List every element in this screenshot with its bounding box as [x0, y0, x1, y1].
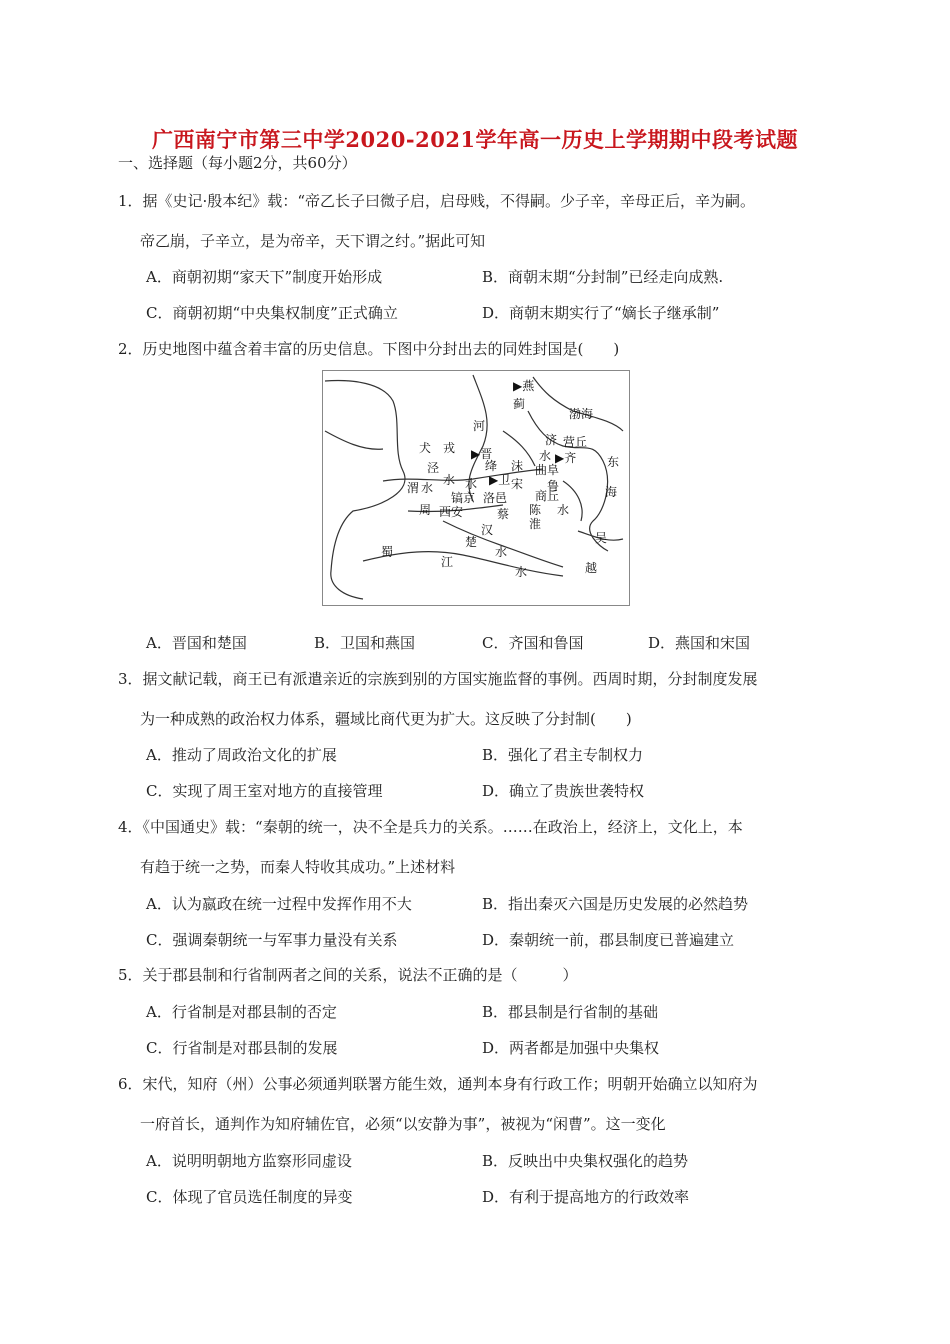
question-6-option-b: B．反映出中央集权强化的趋势 [482, 1152, 689, 1170]
map-label-luoyi: 洛邑 [483, 491, 508, 505]
question-2-option-c: C．齐国和鲁国 [482, 634, 584, 652]
map-label-wei: ▶卫 [489, 473, 511, 487]
map-label-qufu: 曲阜 [535, 463, 560, 477]
question-4-stem: 4．《中国通史》载：“秦朝的统一，决不全是兵力的关系。……在政治上，经济上，文化上，本 [118, 818, 743, 836]
question-4-option-b: B．指出秦灭六国是历史发展的必然趋势 [482, 895, 749, 913]
map-label-shui7: 水 [515, 565, 528, 579]
map-label-shangqiu: 商丘 [535, 489, 560, 503]
map-label-xian: 西安 [439, 505, 464, 519]
map-label-qi: ▶齐 [555, 451, 577, 465]
map-label-weishui: 渭 [407, 481, 420, 495]
question-1-stem-cont: 帝乙崩，子辛立，是为帝辛，天下谓之纣。”据此可知 [140, 232, 486, 250]
map-label-shui2: 水 [443, 473, 456, 487]
map-label-he: 河 [473, 419, 486, 433]
map-label-lu: 鲁 [547, 479, 560, 493]
question-6-option-c: C．体现了官员选任制度的异变 [146, 1188, 353, 1206]
map-label-chen: 陈 [529, 503, 542, 517]
map-label-ji: 蓟 [513, 397, 526, 411]
map-label-yan: ▶燕 [513, 379, 535, 393]
map-label-ji2: 济 [545, 433, 558, 447]
question-1-stem: 1．据《史记·殷本纪》载：“帝乙长子曰微子启，启母贱，不得嗣。少子辛，辛母正后，辛为嗣。 [118, 192, 755, 210]
map-label-quan: 犬 [419, 441, 432, 455]
question-5-option-d: D．两者都是加强中央集权 [482, 1039, 660, 1057]
map-label-cai: 蔡 [497, 507, 510, 521]
question-3-stem-cont: 为一种成熟的政治权力体系，疆域比商代更为扩大。这反映了分封制( ) [140, 710, 632, 728]
question-2-option-a: A．晋国和楚国 [146, 634, 247, 652]
question-5-option-a: A．行省制是对郡县制的否定 [146, 1003, 337, 1021]
map-label-dong: 东 [607, 455, 620, 469]
question-4-option-a: A．认为嬴政在统一过程中发挥作用不大 [146, 895, 412, 913]
map-label-shui1: 水 [539, 449, 552, 463]
question-3-option-b: B．强化了君主专制权力 [482, 746, 644, 764]
map-label-han: 汉 [481, 523, 494, 537]
question-6-stem-cont: 一府首长，通判作为知府辅佐官，必须“以安静为事”，被视为“闲曹”。这一变化 [140, 1115, 666, 1133]
map-label-jiang: 绛 [485, 459, 498, 473]
map-label-rong: 戎 [443, 441, 456, 455]
question-2-stem: 2．历史地图中蕴含着丰富的历史信息。下图中分封出去的同姓封国是( ) [118, 340, 620, 358]
map-label-shui6: 水 [495, 545, 508, 559]
map-label-jin: ▶晋 [471, 447, 493, 461]
section-heading: 一、选择题（每小题2分，共60分） [118, 154, 357, 172]
question-3-option-d: D．确立了贵族世袭特权 [482, 782, 645, 800]
map-label-hai: 海 [605, 485, 618, 499]
question-6-stem: 6．宋代，知府（州）公事必须通判联署方能生效，通判本身有行政工作；明朝开始确立以知府为 [118, 1075, 758, 1093]
map-label-huai: 淮 [529, 517, 542, 531]
question-6-option-d: D．有利于提高地方的行政效率 [482, 1188, 690, 1206]
question-4-stem-cont: 有趋于统一之势，而秦人特收其成功。”上述材料 [140, 858, 456, 876]
map-label-mo: 沫 [511, 459, 524, 473]
question-5-stem: 5．关于郡县制和行省制两者之间的关系，说法不正确的是（ ） [118, 966, 578, 984]
question-1-option-c: C．商朝初期“中央集权制度”正式确立 [146, 304, 398, 322]
question-1-option-b: B．商朝末期“分封制”已经走向成熟. [482, 268, 724, 286]
map-label-jiang2: 江 [441, 555, 454, 569]
map-label-yingqiu: 营丘 [563, 435, 588, 449]
map-label-chu: 楚 [465, 535, 478, 549]
question-6-option-a: A．说明明朝地方监察形同虚设 [146, 1152, 352, 1170]
question-2-option-d: D．燕国和宋国 [648, 634, 751, 652]
question-4-option-d: D．秦朝统一前，郡县制度已普遍建立 [482, 931, 735, 949]
map-label-wu: 吴 [595, 531, 608, 545]
question-2-option-b: B．卫国和燕国 [314, 634, 416, 652]
question-3-stem: 3．据文献记载，商王已有派遣亲近的宗族到别的方国实施监督的事例。西周时期，分封制度发展 [118, 670, 758, 688]
ancient-china-map [322, 370, 630, 606]
question-3-option-c: C．实现了周王室对地方的直接管理 [146, 782, 383, 800]
question-1-option-d: D．商朝末期实行了“嫡长子继承制” [482, 304, 720, 322]
question-5-option-c: C．行省制是对郡县制的发展 [146, 1039, 338, 1057]
page-title: 广西南宁市第三中学2020-2021学年高一历史上学期期中段考试题 [151, 127, 799, 152]
map-label-yue: 越 [585, 561, 598, 575]
map-label-shui4: 水 [421, 481, 434, 495]
map-label-zhou: 周 [419, 503, 432, 517]
map-label-bohai: 渤海 [569, 407, 594, 421]
map-label-shui3: 水 [465, 477, 478, 491]
question-5-option-b: B．郡县制是行省制的基础 [482, 1003, 659, 1021]
question-4-option-c: C．强调秦朝统一与军事力量没有关系 [146, 931, 398, 949]
map-label-shu: 蜀 [381, 545, 394, 559]
map-label-jing: 泾 [427, 461, 440, 475]
question-1-option-a: A．商朝初期“家天下”制度开始形成 [146, 268, 383, 286]
map-label-haojing: 镐京 [451, 491, 476, 505]
map-label-song: 宋 [511, 477, 524, 491]
map-label-shui5: 水 [557, 503, 570, 517]
question-3-option-a: A．推动了周政治文化的扩展 [146, 746, 337, 764]
